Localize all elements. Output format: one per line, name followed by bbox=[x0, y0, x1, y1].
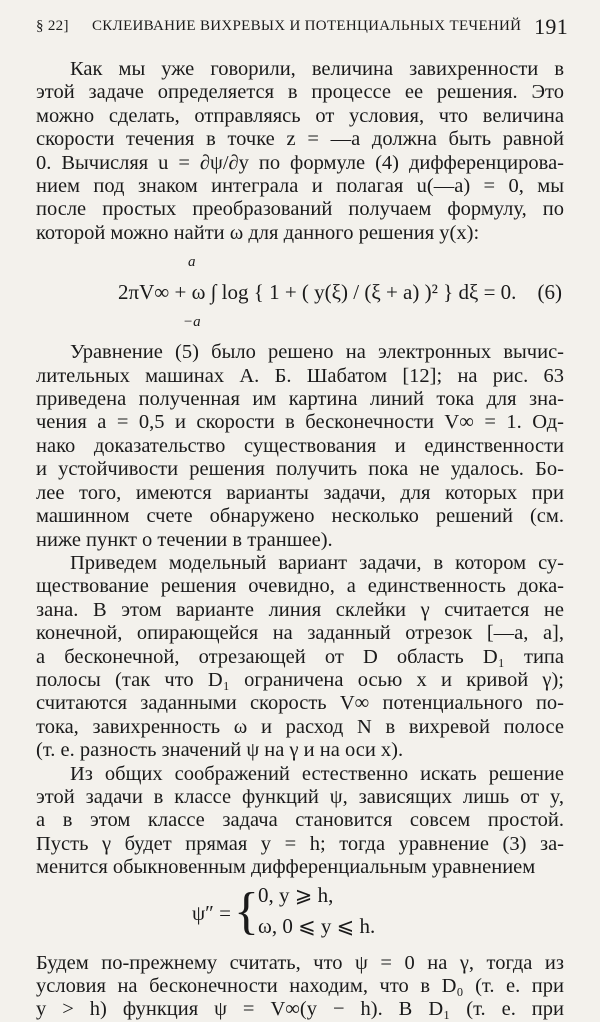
text-line: нием под знаком интеграла и полагая u(—a) = 0, мы bbox=[36, 175, 564, 198]
text-line: Приведем модельный вариант задачи, в котором су- bbox=[70, 551, 564, 574]
text-line: зана. В этом варианте линия склейки γ считается не bbox=[36, 598, 564, 621]
text-line: ниже пункт о течении в траншее). bbox=[36, 528, 333, 551]
text-line: чения a = 0,5 и скорости в бесконечности V∞ = 1. Од- bbox=[36, 411, 564, 434]
text-line: лее того, имеются варианты задачи, для которых при bbox=[36, 481, 564, 504]
equation-6 bbox=[36, 251, 564, 337]
text-line: Пусть γ будет прямая y = h; тогда уравнение (3) за- bbox=[36, 832, 564, 855]
equation-psi-lhs: ψ″ = bbox=[192, 900, 231, 925]
text-line: можно сделать, отправляясь от условия, что величина bbox=[36, 104, 564, 127]
text-line: менится обыкновенным дифференциальным уравнением bbox=[36, 856, 536, 879]
text-line: этой задачи в классе функций ψ, зависящих лишь от y, bbox=[36, 785, 564, 808]
section-number: § 22] bbox=[36, 18, 69, 34]
text-line: а в этом классе задача становится совсем простой. bbox=[36, 809, 564, 832]
paragraph-2 bbox=[36, 341, 564, 552]
equation-psi-case-2: ω, 0 ⩽ y ⩽ h. bbox=[258, 913, 376, 938]
text-line: Из общих соображений естественно искать решение bbox=[70, 762, 564, 785]
paragraph-1 bbox=[36, 58, 564, 245]
text-line: полосы (так что D₁ ограничена осью x и кривой γ); bbox=[36, 668, 564, 691]
text-line: Будем по-прежнему считать, что ψ = 0 на γ, тогда из bbox=[36, 951, 564, 974]
text-line: считаются заданными скорость V∞ потенциального по- bbox=[36, 692, 564, 715]
paragraph-3 bbox=[36, 552, 564, 763]
text-line: лительных машинах А. Б. Шабатом [12]; на рис. 63 bbox=[36, 364, 564, 387]
text-line: машинном счете обнаружено несколько решений (см. bbox=[36, 505, 564, 528]
text-line: нако доказательство существования и единственности bbox=[36, 434, 564, 457]
text-line: после простых преобразований получаем формулу, по bbox=[36, 198, 564, 221]
text-line: этой задаче определяется в процессе ее решения. Это bbox=[36, 81, 564, 104]
text-line: и устойчивости решения получить пока не удалось. Бо- bbox=[36, 458, 564, 481]
text-line: конечной, опирающейся на заданный отрезок [—a, a], bbox=[36, 622, 564, 645]
equation-number: (6) bbox=[537, 280, 562, 305]
text-line: Как мы уже говорили, величина завихренности в bbox=[70, 58, 564, 80]
text-line: а бесконечной, отрезающей от D область D₁ типа bbox=[36, 645, 564, 668]
equation-6-expression: 2πV∞ + ω ∫ log { 1 + ( y(ξ) / (ξ + a) )² } dξ = 0. bbox=[118, 280, 517, 305]
equation-psi bbox=[36, 884, 564, 946]
left-brace: { bbox=[234, 882, 259, 940]
text-line: условия на бесконечности находим, что в D₀ (т. е. при bbox=[36, 975, 564, 997]
text-line: ществование решения очевидно, а единственность дока- bbox=[36, 575, 564, 598]
text-line: которой можно найти ω для данного решения y(x): bbox=[36, 221, 480, 244]
text-line: y > h) функция ψ = V∞(y − h). В D₁ (т. е. при bbox=[36, 998, 564, 1021]
running-header bbox=[36, 14, 570, 40]
integral-lower-limit: −a bbox=[183, 314, 201, 331]
text-line: тока, завихренность ω и расход N в вихревой полосе bbox=[36, 715, 564, 738]
page-number: 191 bbox=[534, 14, 568, 39]
paragraph-4 bbox=[36, 763, 564, 880]
text-line: приведена полученная им картина линий тока для зна- bbox=[36, 388, 564, 411]
text-line: 0. Вычисляя u = ∂ψ/∂y по формуле (4) дифференцирова- bbox=[36, 151, 564, 174]
text-line: Уравнение (5) было решено на электронных вычис- bbox=[70, 341, 564, 364]
paragraph-5 bbox=[36, 952, 564, 1022]
text-line: (т. е. разность значений ψ на γ и на оси x). bbox=[36, 739, 404, 762]
equation-psi-case-1: 0, y ⩾ h, bbox=[258, 882, 334, 907]
text-line: скорости течения в точке z = —a должна быть равной bbox=[36, 128, 564, 151]
integral-upper-limit: a bbox=[188, 254, 196, 271]
page-body bbox=[36, 58, 564, 1022]
running-title: СКЛЕИВАНИЕ ВИХРЕВЫХ И ПОТЕНЦИАЛЬНЫХ ТЕЧЕНИЙ bbox=[92, 18, 522, 34]
